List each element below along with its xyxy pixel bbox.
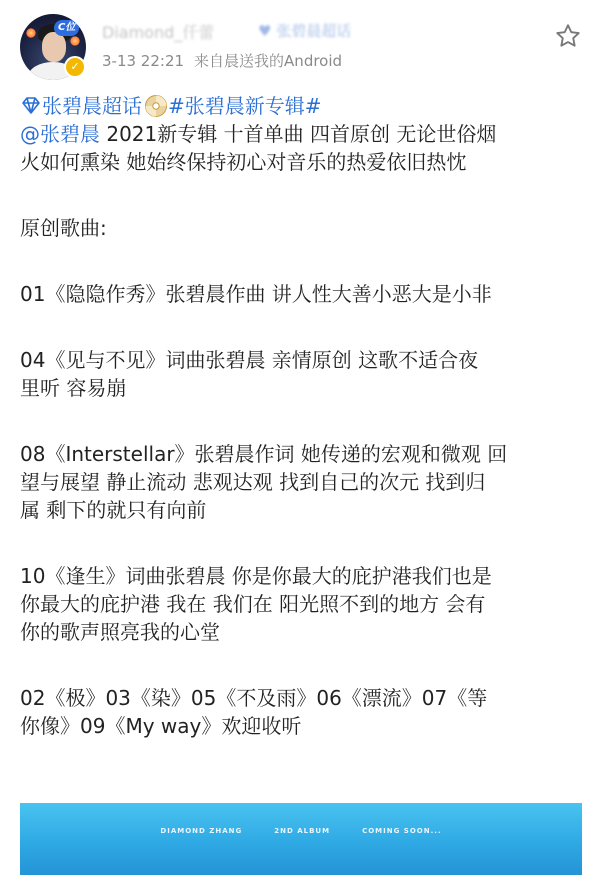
cd-disc-icon <box>144 94 168 118</box>
post-meta <box>102 50 342 71</box>
banner-artist: DIAMOND ZHANG <box>160 827 243 835</box>
firework-decoration <box>26 28 36 38</box>
mention-link[interactable]: @张碧晨 <box>20 122 100 146</box>
song-04: 04《见与不见》词曲张碧晨 亲情原创 这歌不适合夜 <box>20 348 479 372</box>
song-08: 望与展望 静止流动 悲观达观 找到自己的次元 找到归 <box>20 470 486 494</box>
super-topic-link[interactable]: 张碧晨超话 <box>42 94 142 118</box>
post-body <box>20 92 584 740</box>
post-header <box>0 0 600 90</box>
other-songs: 你像》09《My way》欢迎收听 <box>20 714 302 738</box>
post-source: 来自晨送我的Android <box>194 52 343 70</box>
song-10: 10《逢生》词曲张碧晨 你是你最大的庇护港我们也是 <box>20 564 492 588</box>
avatar-face <box>42 32 66 62</box>
section-label: 原创歌曲: <box>20 216 107 240</box>
song-08: 属 剩下的就只有向前 <box>20 498 207 522</box>
intro-text: 火如何熏染 她始终保持初心对音乐的热爱依旧热忱 <box>20 150 467 174</box>
topic-line <box>20 92 584 120</box>
timestamp: 3-13 22:21 <box>102 52 185 70</box>
album-banner-image[interactable] <box>20 803 582 875</box>
diamond-topic-icon <box>20 96 42 116</box>
banner-album: 2ND ALBUM <box>274 827 331 835</box>
banner-caption <box>20 827 582 835</box>
firework-decoration <box>70 36 80 46</box>
user-topic-tag[interactable]: ♥ 张碧晨超话 <box>258 22 352 40</box>
intro-line <box>20 120 584 148</box>
song-01: 01《隐隐作秀》张碧晨作曲 讲人性大善小恶大是小非 <box>20 282 492 306</box>
song-10: 你最大的庇护港 我在 我们在 阳光照不到的地方 会有 <box>20 592 486 616</box>
song-08: 08《Interstellar》张碧晨作词 她传递的宏观和微观 回 <box>20 442 508 466</box>
banner-coming-soon: COMING SOON... <box>362 827 442 835</box>
star-icon[interactable] <box>554 22 582 50</box>
hashtag-link[interactable]: #张碧晨新专辑# <box>168 94 322 118</box>
song-10: 你的歌声照亮我的心堂 <box>20 620 220 644</box>
other-songs: 02《极》03《染》05《不及雨》06《漂流》07《等 <box>20 686 488 710</box>
song-04: 里听 容易崩 <box>20 376 127 400</box>
intro-text: 2021新专辑 十首单曲 四首原创 无论世俗烟 <box>100 122 497 146</box>
username[interactable]: Diamond_仟蕾 <box>102 23 215 42</box>
verified-icon: ✓ <box>64 56 86 78</box>
avatar-badge: C位 <box>54 20 79 36</box>
